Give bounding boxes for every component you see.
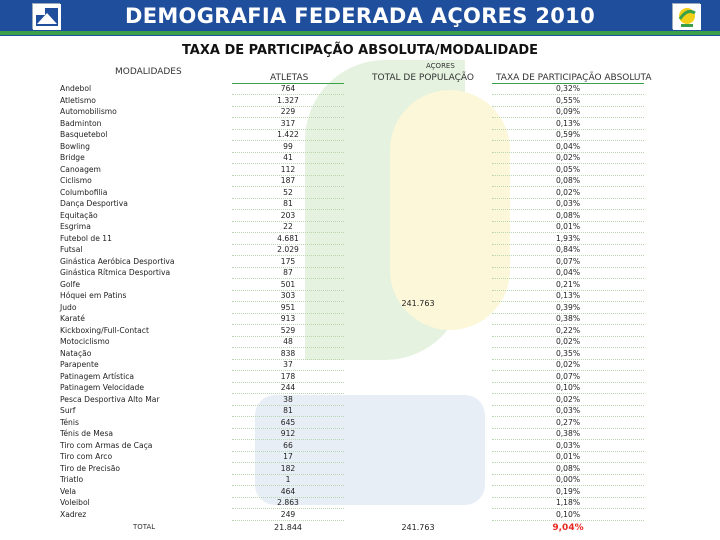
modalidade-cell: Ténis de Mesa — [60, 429, 114, 438]
modalidade-cell: Pesca Desportiva Alto Mar — [60, 394, 160, 404]
atletas-cell: 187 — [280, 176, 296, 185]
right-logo — [672, 3, 700, 29]
table-row — [0, 245, 720, 257]
modalidade-cell: Natação — [60, 348, 92, 358]
table-row — [0, 487, 720, 499]
modalidade-cell: Karaté — [60, 314, 85, 323]
table-row — [0, 234, 720, 246]
atletas-cell: 1.422 — [277, 130, 299, 139]
table-row — [0, 510, 720, 522]
taxa-cell: 0,02% — [555, 337, 581, 346]
atletas-cell: 22 — [283, 222, 293, 231]
taxa-cell: 0,08% — [555, 210, 581, 220]
atletas-cell: 244 — [280, 383, 296, 392]
taxa-cell: 1,93% — [555, 233, 581, 243]
modalidade-cell: Equitação — [60, 210, 98, 220]
column-header-taxa: TAXA DE PARTICIPAÇÃO ABSOLUTA — [496, 73, 652, 83]
atletas-cell: 48 — [283, 337, 293, 346]
table-row — [0, 188, 720, 200]
table-row — [0, 360, 720, 372]
table-row — [0, 176, 720, 188]
atletas-cell: 645 — [280, 417, 296, 427]
atletas-cell: 2.863 — [277, 498, 299, 507]
atletas-cell: 99 — [283, 141, 293, 151]
modalidade-cell: Atletismo — [60, 95, 96, 105]
atletas-cell: 52 — [283, 187, 293, 197]
atletas-cell: 1 — [285, 475, 291, 484]
modalidade-cell: Badminton — [60, 118, 102, 128]
taxa-cell: 1,18% — [555, 498, 581, 507]
table-row — [0, 418, 720, 430]
column-header-region: AÇORES — [426, 62, 455, 70]
atletas-cell: 112 — [280, 164, 296, 174]
modalidade-cell: Xadrez — [60, 509, 87, 519]
modalidade-cell: Tiro com Arco — [60, 452, 113, 461]
table-row — [0, 268, 720, 280]
table-row — [0, 257, 720, 269]
table-title: TAXA DE PARTICIPAÇÃO ABSOLUTA/MODALIDADE — [181, 43, 539, 58]
modalidade-cell: Parapente — [60, 360, 99, 369]
table-row — [0, 130, 720, 142]
modalidade-cell: Andebol — [60, 84, 92, 93]
table-row — [0, 441, 720, 453]
taxa-cell: 0,84% — [555, 245, 581, 254]
table-row — [0, 142, 720, 154]
taxa-cell: 0,00% — [555, 475, 581, 484]
modalidade-cell: Basquetebol — [60, 130, 108, 139]
taxa-cell: 0,03% — [555, 440, 581, 450]
taxa-cell: 0,38% — [555, 429, 581, 438]
taxa-cell: 0,04% — [555, 141, 581, 151]
modalidade-cell: Columbofilia — [60, 187, 108, 197]
atletas-cell: 838 — [280, 348, 296, 358]
taxa-cell: 0,35% — [555, 348, 581, 358]
modalidade-cell: Tiro de Precisão — [60, 463, 121, 473]
atletas-cell: 4.681 — [277, 233, 299, 243]
table-row — [0, 153, 720, 165]
taxa-cell: 0,02% — [555, 153, 581, 162]
atletas-cell: 1.327 — [277, 95, 299, 105]
table-row — [0, 211, 720, 223]
row-divider — [232, 520, 344, 521]
modalidade-cell: Ténis — [60, 417, 79, 427]
atletas-cell: 229 — [280, 107, 296, 116]
taxa-cell: 0,01% — [555, 222, 581, 231]
title-bar — [0, 0, 720, 36]
table-row — [0, 84, 720, 96]
modalidade-cell: Hóquei em Patins — [60, 291, 127, 300]
modalidade-cell: Vela — [60, 486, 77, 496]
atletas-cell: 529 — [280, 325, 296, 335]
atletas-cell: 66 — [283, 440, 293, 450]
taxa-cell: 0,21% — [555, 279, 581, 289]
atletas-cell: 317 — [280, 118, 296, 128]
table-row — [0, 326, 720, 338]
atletas-cell: 175 — [280, 256, 296, 266]
modalidade-cell: Futsal — [60, 245, 83, 254]
modalidade-cell: Ciclismo — [60, 176, 92, 185]
taxa-cell: 0,13% — [555, 118, 581, 128]
taxa-cell: 0,39% — [555, 302, 581, 312]
table-row — [0, 498, 720, 510]
taxa-cell: 0,10% — [555, 509, 581, 519]
table-row — [0, 372, 720, 384]
modalidade-cell: Judo — [60, 302, 77, 312]
atletas-cell: 249 — [280, 509, 296, 519]
modalidade-cell: Surf — [60, 406, 76, 415]
taxa-cell: 0,22% — [555, 325, 581, 335]
atletas-cell: 81 — [283, 199, 293, 208]
taxa-cell: 0,07% — [555, 256, 581, 266]
taxa-cell: 0,13% — [555, 291, 581, 300]
taxa-cell: 0,08% — [555, 176, 581, 185]
atletas-cell: 203 — [280, 210, 296, 220]
modalidade-cell: Bowling — [60, 141, 90, 151]
atletas-cell: 41 — [283, 153, 293, 162]
page-title: DEMOGRAFIA FEDERADA AÇORES 2010 — [124, 4, 595, 28]
modalidade-cell: Kickboxing/Full-Contact — [60, 325, 149, 335]
modalidade-cell: Motociclismo — [60, 337, 110, 346]
table-row — [0, 383, 720, 395]
table-row — [0, 464, 720, 476]
table-row — [0, 406, 720, 418]
atletas-cell: 81 — [283, 406, 293, 415]
atletas-cell: 38 — [283, 394, 293, 404]
table-row — [0, 337, 720, 349]
table-row — [0, 429, 720, 441]
modalidade-cell: Dança Desportiva — [60, 199, 128, 208]
column-header-populacao: TOTAL DE POPULAÇÃO — [372, 73, 475, 83]
atletas-cell: 87 — [283, 268, 293, 277]
modalidade-cell: Bridge — [60, 153, 85, 162]
taxa-cell: 0,38% — [555, 314, 581, 323]
taxa-cell: 0,19% — [555, 486, 581, 496]
modalidade-cell: Tiro com Armas de Caça — [60, 440, 153, 450]
taxa-cell: 0,02% — [555, 187, 581, 197]
population-value: 241.763 — [401, 299, 435, 308]
total-label: TOTAL — [133, 523, 156, 531]
taxa-cell: 0,10% — [555, 383, 581, 392]
total-taxa: 9,04% — [552, 523, 584, 533]
atletas-cell: 182 — [280, 463, 296, 473]
atletas-cell: 37 — [283, 360, 293, 369]
taxa-cell: 0,02% — [555, 394, 581, 404]
atletas-cell: 764 — [280, 84, 296, 93]
atletas-cell: 464 — [280, 486, 296, 496]
atletas-cell: 17 — [283, 452, 293, 461]
table-row — [0, 395, 720, 407]
taxa-cell: 0,01% — [555, 452, 581, 461]
modalidade-cell: Patinagem Artística — [60, 371, 135, 381]
modalidade-cell: Automobilismo — [60, 107, 117, 116]
atletas-cell: 178 — [280, 371, 296, 381]
taxa-cell: 0,09% — [555, 107, 581, 116]
taxa-cell: 0,27% — [555, 417, 581, 427]
modalidade-cell: Golfe — [60, 279, 80, 289]
table-row — [0, 165, 720, 177]
row-divider — [492, 520, 644, 521]
table-row — [0, 349, 720, 361]
table-row — [0, 222, 720, 234]
taxa-cell: 0,59% — [555, 130, 581, 139]
taxa-cell: 0,05% — [555, 164, 581, 174]
taxa-cell: 0,32% — [555, 84, 581, 93]
table-row — [0, 314, 720, 326]
taxa-cell: 0,03% — [555, 199, 581, 208]
atletas-cell: 912 — [280, 429, 296, 438]
total-populacao: 241.763 — [401, 523, 435, 532]
taxa-cell: 0,08% — [555, 463, 581, 473]
modalidade-cell: Ginástica Rítmica Desportiva — [60, 268, 171, 277]
table-row — [0, 475, 720, 487]
atletas-cell: 913 — [280, 314, 296, 323]
atletas-cell: 2.029 — [277, 245, 299, 254]
table-row — [0, 119, 720, 131]
column-header-modalidades: MODALIDADES — [115, 67, 182, 77]
modalidade-cell: Patinagem Velocidade — [60, 383, 145, 392]
modalidade-cell: Canoagem — [60, 164, 101, 174]
modalidade-cell: Voleibol — [60, 498, 90, 507]
taxa-cell: 0,07% — [555, 371, 581, 381]
modalidade-cell: Ginástica Aeróbica Desportiva — [60, 256, 175, 266]
total-atletas: 21.844 — [274, 523, 302, 532]
table-row — [0, 107, 720, 119]
header-stripe — [0, 31, 720, 35]
taxa-cell: 0,04% — [555, 268, 581, 277]
table-row — [0, 199, 720, 211]
atletas-cell: 303 — [280, 291, 296, 300]
atletas-cell: 951 — [280, 302, 296, 312]
table-row — [0, 452, 720, 464]
column-header-atletas: ATLETAS — [270, 73, 309, 83]
table-row — [0, 96, 720, 108]
taxa-cell: 0,55% — [555, 95, 581, 105]
modalidade-cell: Esgrima — [60, 222, 91, 231]
taxa-cell: 0,02% — [555, 360, 581, 369]
modalidade-cell: Futebol de 11 — [60, 233, 112, 243]
taxa-cell: 0,03% — [555, 406, 581, 415]
table-row — [0, 280, 720, 292]
modalidade-cell: Triatlo — [60, 475, 84, 484]
atletas-cell: 501 — [280, 279, 296, 289]
